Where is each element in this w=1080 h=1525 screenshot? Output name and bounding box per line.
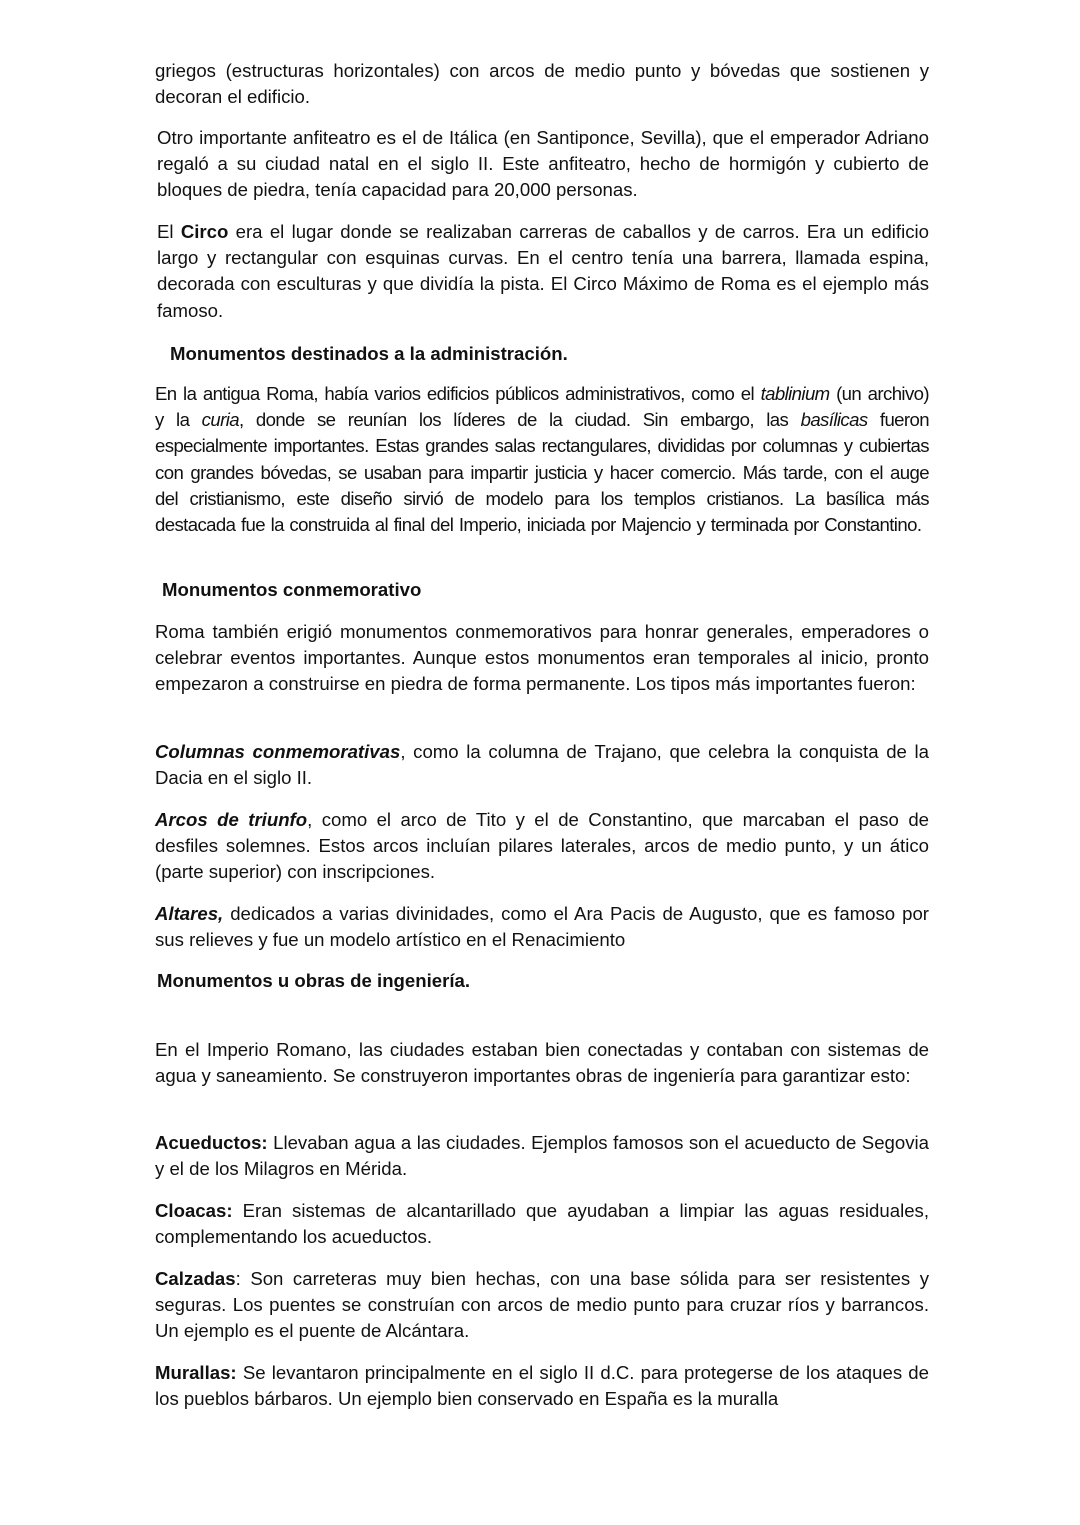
emphasis-text: Cloacas:: [155, 1200, 233, 1221]
text-run: , como el arco de Tito y el de Constantino, que marcaban el paso de desfiles solemnes. Estos arcos incluían pilares laterales, arcos de medio punto, y un ático (parte superior) con inscripciones.: [155, 809, 929, 883]
text-run: Llevaban agua a las ciudades. Ejemplos famosos son el acueducto de Segovia y el de los Milagros en Mérida.: [155, 1132, 929, 1180]
p-circo: [155, 219, 929, 324]
emphasis-text: Murallas:: [155, 1362, 237, 1383]
text-run: En el Imperio Romano, las ciudades estaban bien conectadas y contaban con sistemas de agua y saneamiento. Se construyeron importantes obras de ingeniería para garantizar esto:: [155, 1039, 929, 1087]
emphasis-text: Acueductos:: [155, 1132, 268, 1153]
heading-conmemorativo: [162, 577, 936, 603]
p-administracion: [155, 381, 929, 538]
text-run: (un archivo) y la: [155, 383, 929, 431]
emphasis-text: curia: [201, 409, 239, 431]
emphasis-text: Monumentos conmemorativo: [162, 579, 422, 600]
text-run: El: [157, 221, 181, 242]
p-murallas: [155, 1360, 929, 1412]
emphasis-text: Monumentos u obras de ingeniería.: [157, 970, 471, 991]
emphasis-text: tablinium: [760, 383, 830, 404]
p-altares: [155, 901, 929, 953]
p-acueductos: [155, 1130, 929, 1182]
emphasis-text: Calzadas: [155, 1268, 236, 1289]
p-cloacas: [155, 1198, 929, 1250]
text-run: griegos (estructuras horizontales) con arcos de medio punto y bóvedas que sostienen y decoran el edificio.: [155, 60, 929, 108]
p-intro-cont: [155, 58, 929, 110]
emphasis-text: Altares,: [155, 903, 224, 924]
text-run: : Son carreteras muy bien hechas, con una base sólida para ser resistentes y seguras. Los puentes se construían con arcos de medio punto para cruzar ríos y barrancos. Un ejemplo es el puente de Alcántara.: [155, 1268, 929, 1342]
p-italica: [155, 125, 929, 204]
p-conmemorativo: [155, 619, 929, 698]
heading-administracion: [170, 341, 944, 367]
emphasis-text: Monumentos destinados a la administración.: [170, 343, 568, 364]
text-run: Otro importante anfiteatro es el de Itálica (en Santiponce, Sevilla), que el emperador Adriano regaló a su ciudad natal en el siglo II. Este anfiteatro, hecho de hormigón y cubierto de bloques de piedra, tenía capacidad para 20,000 personas.: [157, 127, 929, 201]
text-run: En la antigua Roma, había varios edificios públicos administrativos, como el: [155, 383, 761, 404]
emphasis-text: basílicas: [800, 409, 868, 431]
heading-ingenieria: [157, 968, 931, 994]
text-run: fueron especialmente importantes. Estas grandes salas rectangulares, divididas por columnas y cubiertas con grandes bóvedas, se usaban para impartir justicia y hacer comercio. Más tarde, con el auge del cristianismo, este diseño sirvió de modelo para los templos cristianos. La basílica más destacada fue la construida al final del Imperio, iniciada por Majencio y terminada por Constantino.: [155, 409, 929, 536]
p-columnas: [155, 739, 929, 791]
text-run: , donde se reunían los líderes de la ciudad. Sin embargo, las: [238, 409, 801, 431]
emphasis-text: Arcos de triunfo: [155, 809, 308, 830]
emphasis-text: Columnas conmemorativas: [155, 741, 401, 762]
text-run: Roma también erigió monumentos conmemorativos para honrar generales, emperadores o celebrar eventos importantes. Aunque estos monumentos eran temporales al inicio, pronto empezaron a construirse en piedra de forma permanente. Los tipos más importantes fueron:: [155, 621, 929, 695]
text-run: , como la columna de Trajano, que celebra la conquista de la Dacia en el siglo II.: [155, 741, 930, 789]
text-run: dedicados a varias divinidades, como el Ara Pacis de Augusto, que es famoso por sus relieves y fue un modelo artístico en el Renacimiento: [155, 903, 929, 951]
p-calzadas: [155, 1266, 929, 1345]
p-arcos: [155, 807, 929, 886]
text-run: Se levantaron principalmente en el siglo II d.C. para protegerse de los ataques de los pueblos bárbaros. Un ejemplo bien conservado en España es la muralla: [155, 1362, 929, 1410]
p-ingenieria: [155, 1037, 929, 1089]
emphasis-text: Circo: [180, 221, 229, 242]
text-run: Eran sistemas de alcantarillado que ayudaban a limpiar las aguas residuales, complementando los acueductos.: [155, 1200, 929, 1248]
text-run: era el lugar donde se realizaban carreras de caballos y de carros. Era un edificio largo y rectangular con esquinas curvas. En el centro tenía una barrera, llamada espina, decorada con esculturas y que dividía la pista. El Circo Máximo de Roma es el ejemplo más famoso.: [157, 221, 929, 321]
